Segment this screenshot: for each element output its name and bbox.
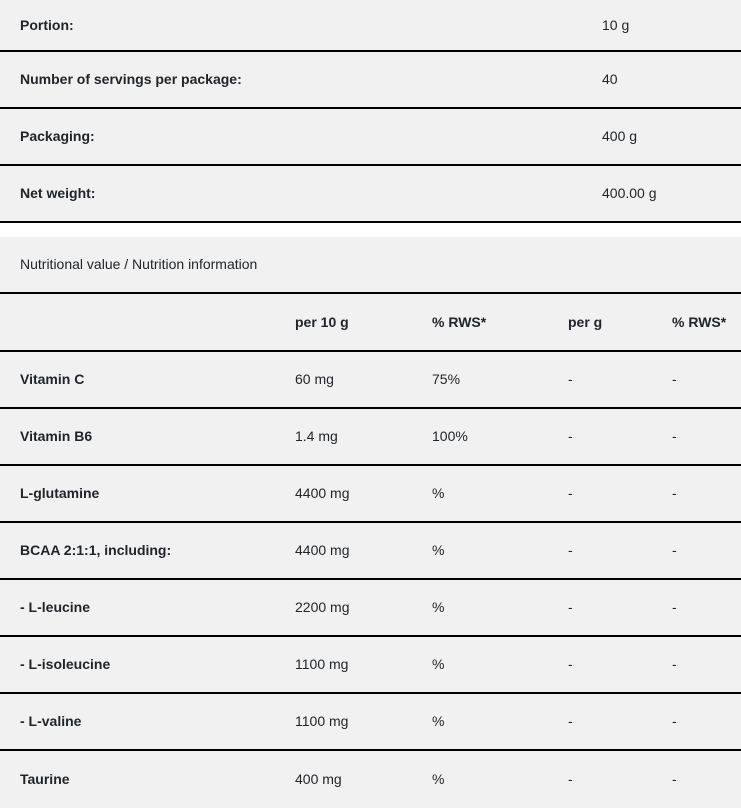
nutrient-per-g: - <box>548 522 652 579</box>
column-header-nutrient <box>0 293 275 351</box>
nutrient-rws-g: - <box>652 465 741 522</box>
nutrient-rws-g: - <box>652 408 741 465</box>
nutrient-rws-portion: % <box>412 465 548 522</box>
nutrient-rws-g: - <box>652 693 741 750</box>
nutrient-rws-g: - <box>652 522 741 579</box>
nutrient-rws-portion: % <box>412 636 548 693</box>
nutrient-row <box>0 408 741 465</box>
column-header-rws-portion: % RWS* <box>412 293 548 351</box>
nutrient-per-g: - <box>548 465 652 522</box>
product-info-table <box>0 0 741 223</box>
column-header-per-g: per g <box>548 293 652 351</box>
nutrient-row <box>0 351 741 408</box>
table-row <box>0 0 741 51</box>
nutrient-row <box>0 522 741 579</box>
nutrient-rws-portion: 75% <box>412 351 548 408</box>
product-info-value: 10 g <box>582 0 741 51</box>
nutrition-section-title: Nutritional value / Nutrition information <box>0 237 741 293</box>
nutrient-per-portion: 1100 mg <box>275 693 412 750</box>
product-info-label: Net weight: <box>0 165 582 222</box>
table-row <box>0 51 741 108</box>
nutrient-name: Vitamin B6 <box>0 408 275 465</box>
nutrient-name: - L-isoleucine <box>0 636 275 693</box>
nutrient-per-portion: 2200 mg <box>275 579 412 636</box>
nutrient-name: BCAA 2:1:1, including: <box>0 522 275 579</box>
nutrient-row <box>0 750 741 808</box>
nutrition-table <box>0 237 741 808</box>
table-row <box>0 108 741 165</box>
nutrient-name: - L-leucine <box>0 579 275 636</box>
nutrient-per-g: - <box>548 750 652 808</box>
nutrient-per-g: - <box>548 693 652 750</box>
nutrient-rws-g: - <box>652 636 741 693</box>
nutrient-rws-portion: % <box>412 750 548 808</box>
table-row <box>0 237 741 293</box>
nutrient-per-g: - <box>548 579 652 636</box>
product-info-label: Portion: <box>0 0 582 51</box>
nutrient-row <box>0 579 741 636</box>
nutrient-rws-portion: 100% <box>412 408 548 465</box>
product-info-label: Number of servings per package: <box>0 51 582 108</box>
nutrient-row <box>0 693 741 750</box>
nutrient-per-g: - <box>548 351 652 408</box>
nutrient-row <box>0 465 741 522</box>
nutrient-rws-g: - <box>652 750 741 808</box>
nutrient-name: - L-valine <box>0 693 275 750</box>
nutrient-rws-portion: % <box>412 693 548 750</box>
table-row <box>0 165 741 222</box>
nutrient-rws-g: - <box>652 351 741 408</box>
nutrient-per-portion: 4400 mg <box>275 465 412 522</box>
nutrient-name: Vitamin C <box>0 351 275 408</box>
nutrient-rws-g: - <box>652 579 741 636</box>
table-header-row <box>0 293 741 351</box>
nutrient-name: Taurine <box>0 750 275 808</box>
nutrient-row <box>0 636 741 693</box>
product-info-value: 400 g <box>582 108 741 165</box>
product-info-label: Packaging: <box>0 108 582 165</box>
column-header-per-portion: per 10 g <box>275 293 412 351</box>
product-info-value: 400.00 g <box>582 165 741 222</box>
nutrient-per-portion: 400 mg <box>275 750 412 808</box>
nutrient-per-portion: 4400 mg <box>275 522 412 579</box>
nutrient-rws-portion: % <box>412 579 548 636</box>
nutrient-per-g: - <box>548 636 652 693</box>
nutrient-per-portion: 60 mg <box>275 351 412 408</box>
nutrient-name: L-glutamine <box>0 465 275 522</box>
column-header-rws-g: % RWS* <box>652 293 741 351</box>
product-info-value: 40 <box>582 51 741 108</box>
nutrient-per-g: - <box>548 408 652 465</box>
nutrient-per-portion: 1100 mg <box>275 636 412 693</box>
nutrient-per-portion: 1.4 mg <box>275 408 412 465</box>
nutrient-rws-portion: % <box>412 522 548 579</box>
